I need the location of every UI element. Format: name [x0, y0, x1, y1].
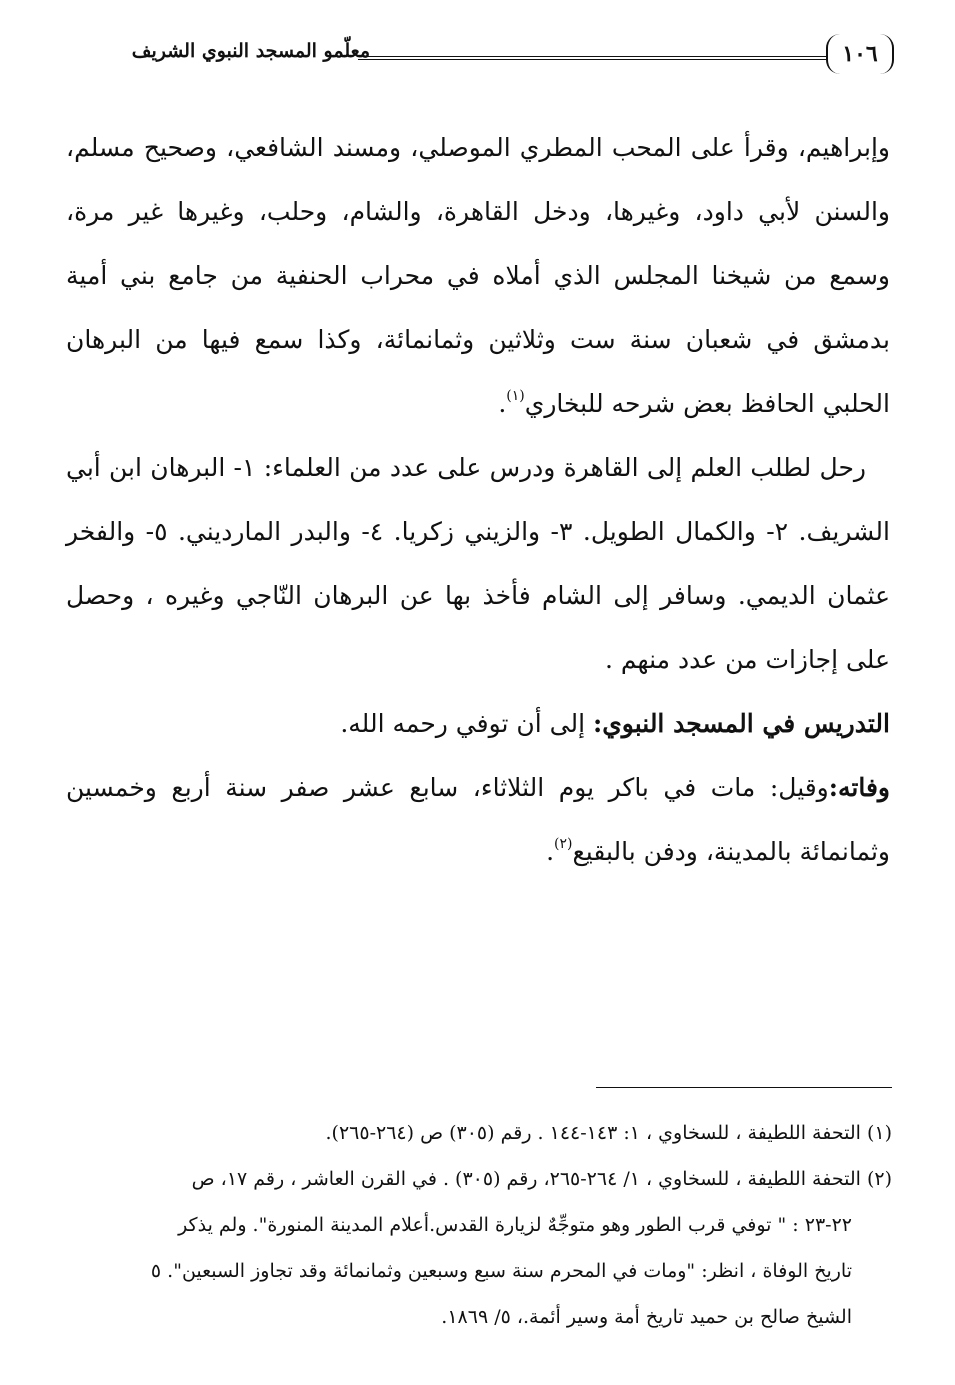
section-label: وفاته:: [828, 773, 890, 802]
section-label: التدريس في المسجد النبوي:: [593, 709, 890, 738]
running-title: معلّمو المسجد النبوي الشريف: [131, 40, 370, 62]
paragraph-end: .: [498, 389, 507, 418]
paragraph-text: إلى أن توفي رحمه الله.: [340, 709, 594, 738]
footnote-2-continued: الشيخ صالح بن حميد تاريخ أمة وسير أئمة.، ٥/ ١٨٦٩.: [441, 1306, 852, 1328]
running-header: [64, 34, 894, 76]
death-paragraph: [66, 756, 890, 884]
paragraph-end: .: [546, 837, 555, 866]
footnote-separator: [596, 1087, 892, 1088]
footnote-ref[interactable]: (٢): [554, 836, 573, 852]
footnote-1: (١) التحفة اللطيفة ، للسخاوي ، ١: ١٤٣-١٤٤ . رقم (٣٠٥) ص (٢٦٤-٢٦٥).: [325, 1122, 892, 1144]
footnote-ref[interactable]: (١): [506, 388, 525, 404]
page-number-frame: [826, 34, 894, 74]
footnote-2: (٢) التحفة اللطيفة ، للسخاوي ، ١/ ٢٦٤-٢٦٥، رقم (٣٠٥) . في القرن العاشر ، رقم ١٧، ص: [191, 1168, 892, 1190]
footnotes: [66, 1110, 892, 1340]
paragraph-text: وإبراهيم، وقرأ على المحب المطري الموصلي، ومسند الشافعي، وصحيح مسلم، والسنن لأبي داود، وغيرها، ودخل القاهرة، والشام، وحلب، وغيرها غير مرة، وسمع من شيخنا المجلس الذي أملاه في محراب الحنفية من جامع بني أمية بدمشق في شعبان سنة ست وثلاثين وثمانمائة، وكذا سمع فيها من البرهان الحلبي الحافظ بعض شرحه للبخاري: [66, 133, 890, 418]
teaching-paragraph: [66, 692, 890, 756]
footnote-2-continued: ٢٢-٢٣ : " توفي قرب الطور وهو متوجِّهٌ لزيارة القدس.أعلام المدينة المنورة". ولم يذكر: [178, 1214, 852, 1236]
header-rule: [358, 56, 880, 60]
footnote-2-continued: تاريخ الوفاة ، انظر: "ومات في المحرم سنة سبع وسبعين وثمانمائة وقد تجاوز السبعين". ٥: [150, 1260, 852, 1282]
paragraph: [66, 116, 890, 436]
main-text: [66, 116, 890, 884]
page-number: ١٠٦: [842, 41, 878, 67]
paragraph: رحل لطلب العلم إلى القاهرة ودرس على عدد من العلماء: ١- البرهان ابن أبي الشريف. ٢- والكمال الطويل. ٣- والزيني زكريا. ٤- والبدر المارديني. ٥- والفخر عثمان الديمي. وسافر إلى الشام فأخذ بها عن البرهان النّاجي وغيره ، وحصل على إجازات من عدد منهم .: [66, 453, 890, 674]
paragraph-text: وقيل: مات في باكر يوم الثلاثاء، سابع عشر صفر سنة أربع وخمسين وثمانمائة بالمدينة، ودفن بالبقيع: [66, 773, 890, 866]
